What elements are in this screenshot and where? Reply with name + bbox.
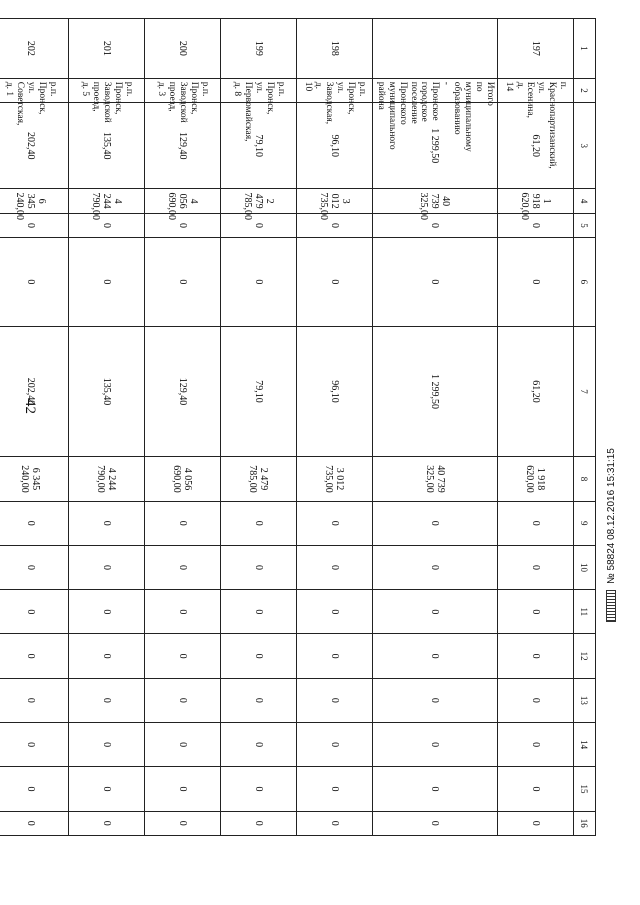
value-cell: 0 [220, 723, 296, 767]
registry-stamp: № 58824 08.12.2016 15:31:15 [606, 448, 617, 622]
column-header: 9 [574, 501, 596, 545]
value-cell: 61,20 [498, 326, 574, 457]
value-cell: 0 [498, 767, 574, 811]
value-cell: 0 [372, 811, 497, 835]
value-cell: 0 [0, 811, 68, 835]
table-row [144, 19, 220, 836]
value-cell: 0 [498, 545, 574, 589]
value-cell: 202,40 [0, 326, 68, 457]
barcode-icon [606, 590, 616, 622]
table-row [0, 19, 68, 836]
value-cell: 0 [68, 634, 144, 678]
column-header: 1 [574, 19, 596, 79]
value-cell: 0 [144, 678, 220, 722]
value-cell: 4 244 790,00 [68, 189, 144, 213]
value-cell: 0 [0, 501, 68, 545]
column-header: 10 [574, 545, 596, 589]
value-cell: 0 [144, 590, 220, 634]
value-cell: 0 [498, 811, 574, 835]
table-row [498, 19, 574, 836]
value-cell: 129,40 [144, 103, 220, 189]
value-cell: 1 299,50 [372, 326, 497, 457]
value-cell: 0 [296, 723, 372, 767]
value-cell: 4 056 690,00 [144, 457, 220, 501]
value-cell: 4 056 690,00 [144, 189, 220, 213]
value-cell: 0 [220, 213, 296, 237]
value-cell: 1 299,50 [372, 103, 497, 189]
row-number-cell: 198 [296, 19, 372, 79]
table-row [372, 19, 497, 836]
value-cell: 0 [498, 634, 574, 678]
value-cell: 0 [498, 501, 574, 545]
table-row [68, 19, 144, 836]
value-cell: 0 [144, 238, 220, 327]
value-cell: 0 [220, 238, 296, 327]
column-header: 16 [574, 811, 596, 835]
value-cell: 0 [220, 590, 296, 634]
value-cell: 0 [220, 767, 296, 811]
value-cell: 0 [372, 678, 497, 722]
value-cell: 0 [68, 501, 144, 545]
header-row [574, 19, 596, 836]
value-cell: 2 479 785,00 [220, 189, 296, 213]
row-number-cell: 199 [220, 19, 296, 79]
value-cell: 2 479 785,00 [220, 457, 296, 501]
value-cell: 0 [144, 723, 220, 767]
address-cell: п. Краснопартизанский, ул. Есенина, д. 14 [498, 78, 574, 102]
column-header: 2 [574, 78, 596, 102]
value-cell: 135,40 [68, 103, 144, 189]
table-row [296, 19, 372, 836]
value-cell: 0 [144, 545, 220, 589]
address-cell: р.п. Пронск, ул. Советская, д. 1 [0, 78, 68, 102]
address-cell: р.п. Пронск, ул. Заводская, д. 10 [296, 78, 372, 102]
address-cell: р.п. Пронск, Заводской проезд, д. 5 [68, 78, 144, 102]
address-cell: р.п. Пронск, ул. Первомайская, д. 8 [220, 78, 296, 102]
value-cell: 0 [372, 634, 497, 678]
value-cell: 0 [0, 634, 68, 678]
value-cell: 3 012 735,00 [296, 457, 372, 501]
column-header: 4 [574, 189, 596, 213]
value-cell: 0 [144, 501, 220, 545]
value-cell: 79,10 [220, 326, 296, 457]
value-cell: 0 [220, 811, 296, 835]
value-cell: 0 [0, 678, 68, 722]
page-number: 42 [22, 399, 38, 414]
value-cell: 0 [68, 811, 144, 835]
row-number-cell: 200 [144, 19, 220, 79]
value-cell: 79,10 [220, 103, 296, 189]
value-cell: 0 [68, 590, 144, 634]
value-cell: 0 [372, 723, 497, 767]
value-cell: 4 244 790,00 [68, 457, 144, 501]
column-header: 11 [574, 590, 596, 634]
row-number-cell: 201 [68, 19, 144, 79]
value-cell: 0 [0, 213, 68, 237]
column-header: 15 [574, 767, 596, 811]
column-header: 12 [574, 634, 596, 678]
value-cell: 0 [296, 678, 372, 722]
value-cell: 0 [68, 213, 144, 237]
table-row [220, 19, 296, 836]
value-cell: 0 [68, 545, 144, 589]
value-cell: 0 [220, 545, 296, 589]
value-cell: 0 [372, 213, 497, 237]
value-cell: 0 [144, 767, 220, 811]
column-header: 13 [574, 678, 596, 722]
value-cell: 129,40 [144, 326, 220, 457]
value-cell: 40 739 325,00 [372, 189, 497, 213]
value-cell: 0 [144, 634, 220, 678]
value-cell: 0 [498, 590, 574, 634]
value-cell: 0 [0, 767, 68, 811]
row-number-cell: 197 [498, 19, 574, 79]
address-cell: р.п. Пронск, Заводской проезд, д. 3 [144, 78, 220, 102]
value-cell: 135,40 [68, 326, 144, 457]
value-cell: 96,10 [296, 103, 372, 189]
value-cell: 0 [0, 238, 68, 327]
column-header: 5 [574, 213, 596, 237]
column-header: 8 [574, 457, 596, 501]
value-cell: 0 [68, 767, 144, 811]
value-cell: 0 [144, 811, 220, 835]
value-cell: 0 [372, 501, 497, 545]
housing-table [0, 18, 596, 836]
value-cell: 0 [68, 678, 144, 722]
value-cell: 6 345 240,00 [0, 189, 68, 213]
value-cell: 0 [68, 238, 144, 327]
column-header: 6 [574, 238, 596, 327]
value-cell: 0 [372, 590, 497, 634]
value-cell: 0 [498, 723, 574, 767]
row-number-cell [372, 19, 497, 79]
column-header: 7 [574, 326, 596, 457]
row-number-cell: 202 [0, 19, 68, 79]
value-cell: 0 [144, 213, 220, 237]
value-cell: 96,10 [296, 326, 372, 457]
value-cell: 0 [296, 634, 372, 678]
value-cell: 0 [296, 767, 372, 811]
value-cell: 3 012 735,00 [296, 189, 372, 213]
value-cell: 0 [220, 501, 296, 545]
value-cell: 0 [296, 238, 372, 327]
value-cell: 0 [372, 238, 497, 327]
value-cell: 0 [498, 213, 574, 237]
value-cell: 0 [296, 545, 372, 589]
column-header: 3 [574, 103, 596, 189]
value-cell: 0 [498, 678, 574, 722]
value-cell: 0 [498, 238, 574, 327]
value-cell: 0 [0, 723, 68, 767]
value-cell: 6 345 240,00 [0, 457, 68, 501]
value-cell: 0 [372, 545, 497, 589]
table-sheet [3, 18, 596, 836]
value-cell: 0 [296, 590, 372, 634]
value-cell: 0 [372, 767, 497, 811]
value-cell: 202,40 [0, 103, 68, 189]
column-header: 14 [574, 723, 596, 767]
value-cell: 40 739 325,00 [372, 457, 497, 501]
value-cell: 0 [296, 501, 372, 545]
value-cell: 0 [220, 634, 296, 678]
value-cell: 1 918 620,00 [498, 189, 574, 213]
value-cell: 0 [0, 545, 68, 589]
value-cell: 1 918 620,00 [498, 457, 574, 501]
value-cell: 0 [0, 590, 68, 634]
value-cell: 61,20 [498, 103, 574, 189]
value-cell: 0 [296, 811, 372, 835]
address-cell: Итого по муниципальному образованию - Пронское городское поселение Пронского муниципального района [372, 78, 497, 102]
value-cell: 0 [220, 678, 296, 722]
value-cell: 0 [68, 723, 144, 767]
value-cell: 0 [296, 213, 372, 237]
